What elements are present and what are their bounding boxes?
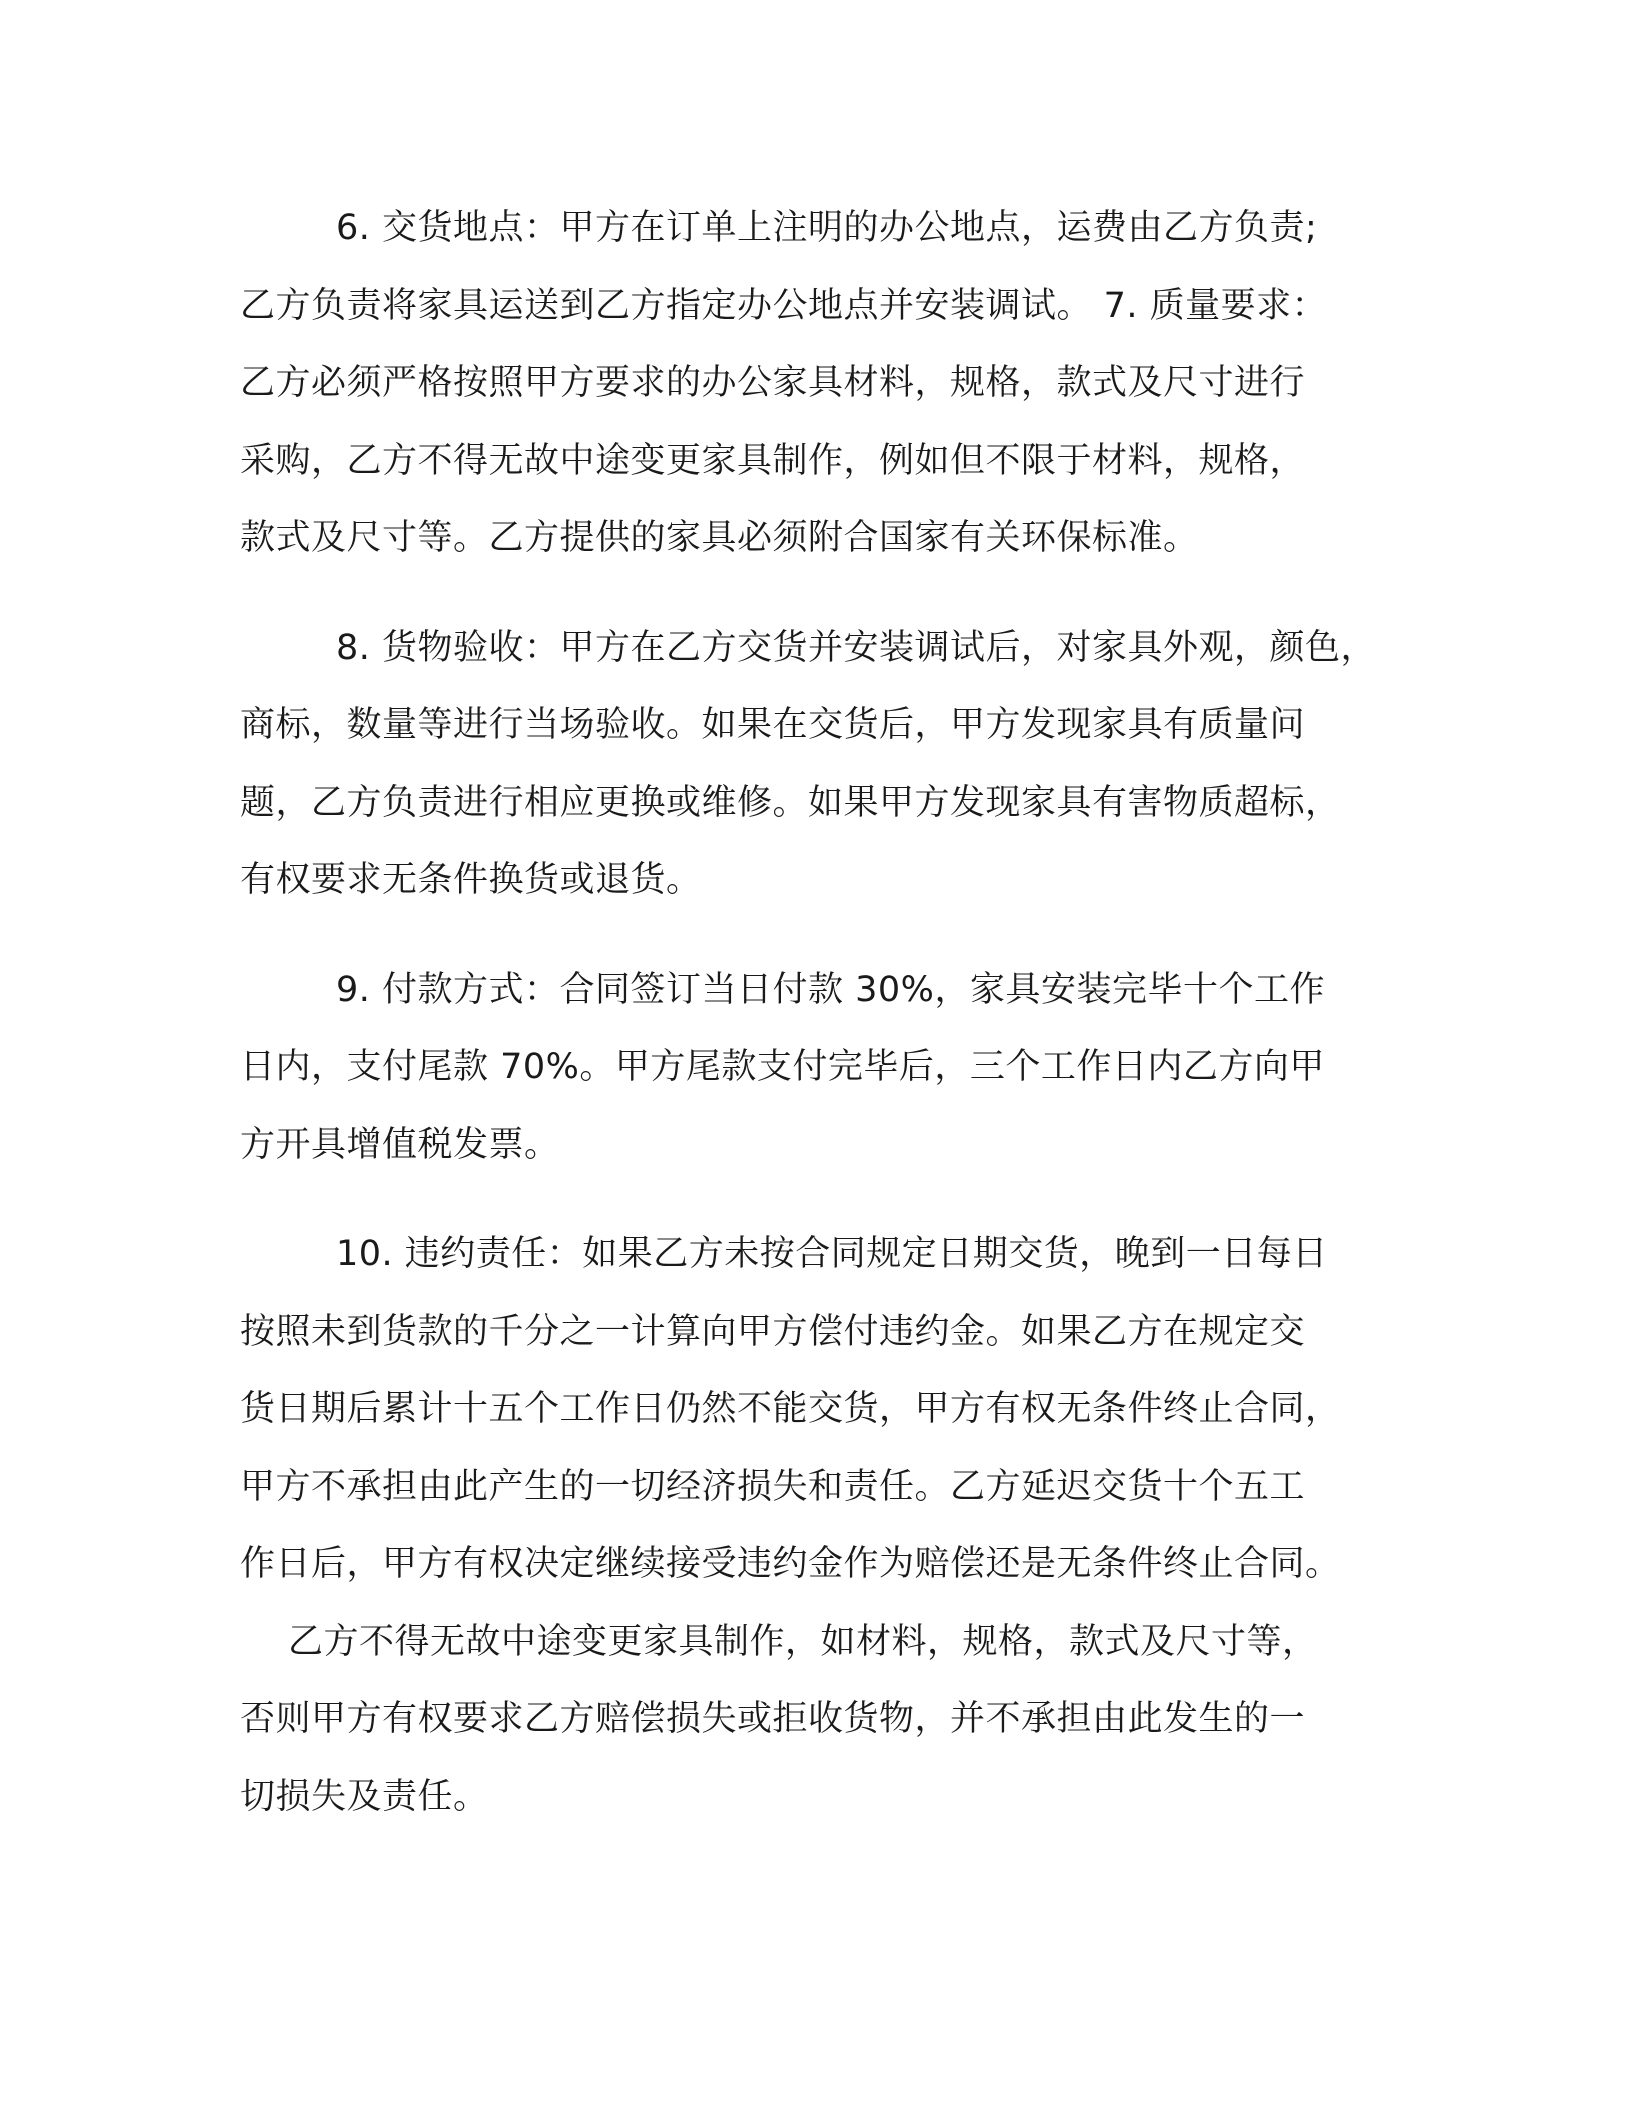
text-line: 否则甲方有权要求乙方赔偿损失或拒收货物，并不承担由此发生的一 [240, 1699, 1306, 1739]
text-line: 10. 违约责任：如果乙方未按合同规定日期交货，晚到一日每日 [336, 1234, 1328, 1274]
paragraph-clause-10 [240, 1216, 1420, 1604]
text-line: 切损失及责任。 [240, 1776, 489, 1817]
paragraph-clause-6-7 [240, 190, 1420, 578]
text-line: 乙方负责将家具运送到乙方指定办公地点并安装调试。 7. 质量要求： [240, 285, 1328, 326]
text-line: 采购，乙方不得无故中途变更家具制作，例如但不限于材料，规格， [240, 440, 1306, 481]
text-line: 6. 交货地点：甲方在订单上注明的办公地点，运费由乙方负责; [336, 208, 1318, 248]
document-body [240, 190, 1420, 1836]
text-line: 商标，数量等进行当场验收。如果在交货后，甲方发现家具有质量问 [240, 705, 1306, 745]
paragraph-spacer [240, 920, 1420, 952]
text-line: 8. 货物验收：甲方在乙方交货并安装调试后，对家具外观，颜色， [336, 627, 1377, 668]
paragraph-clause-8 [240, 610, 1420, 920]
text-line: 款式及尺寸等。乙方提供的家具必须附合国家有关环保标准。 [240, 518, 1199, 558]
text-line: 日内，支付尾款 70%。甲方尾款支付完毕后，三个工作日内乙方向甲 [240, 1047, 1325, 1087]
paragraph-spacer [240, 578, 1420, 610]
text-line: 方开具增值税发票。 [240, 1124, 560, 1165]
text-line: 9. 付款方式：合同签订当日付款 30%，家具安装完毕十个工作 [336, 969, 1325, 1010]
text-line: 按照未到货款的千分之一计算向甲方偿付违约金。如果乙方在规定交 [240, 1311, 1306, 1352]
paragraph-spacer [240, 1184, 1420, 1216]
text-line: 有权要求无条件换货或退货。 [240, 860, 702, 900]
text-line: 甲方不承担由此产生的一切经济损失和责任。乙方延迟交货十个五工 [240, 1466, 1306, 1507]
text-line: 乙方必须严格按照甲方要求的办公家具材料，规格，款式及尺寸进行 [240, 363, 1306, 403]
text-line: 题，乙方负责进行相应更换或维修。如果甲方发现家具有害物质超标， [240, 782, 1341, 823]
text-line: 作日后，甲方有权决定继续接受违约金作为赔偿还是无条件终止合同。 [240, 1544, 1341, 1584]
paragraph-clause-9 [240, 952, 1420, 1185]
text-line: 货日期后累计十五个工作日仍然不能交货，甲方有权无条件终止合同， [240, 1389, 1341, 1429]
text-line: 乙方不得无故中途变更家具制作，如材料，规格，款式及尺寸等， [288, 1621, 1318, 1662]
paragraph-clause-extra [240, 1604, 1420, 1837]
